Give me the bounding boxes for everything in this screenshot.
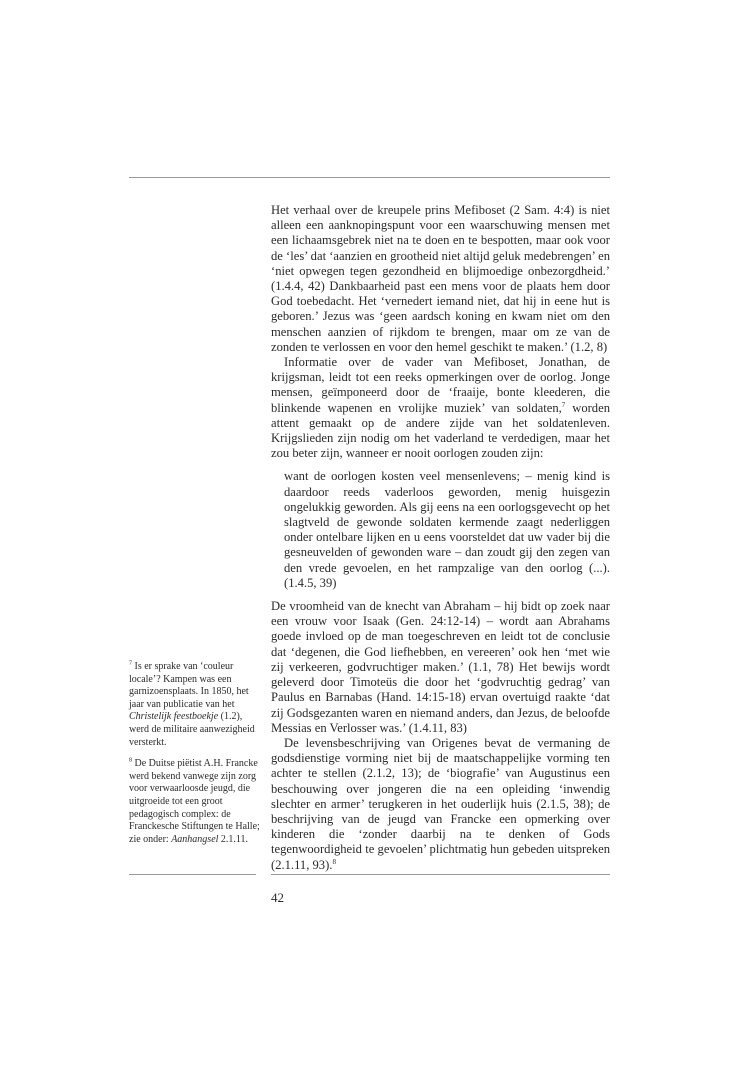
paragraph-1: Het verhaal over de kreupele prins Mefiboset (2 Sam. 4:4) is niet alleen een aanknopingspunt voor een waarschuwing mensen met een lichaamsgebrek niet na te doen en te bespotten, maar ook voor de ‘les’ dat ‘aanzien en grootheid niet altijd geluk medebrengen’ en ‘niet opwegen tegen gezondheid en blijmoedige onbezorgdheid.’ (1.4.4, 42) Dankbaarheid past een mens voor de plaats hem door God toebedacht. Het ‘vernedert iemand niet, dat hij in eene hut is geboren.’ Jezus was ‘geen aardsch koning en kwam niet om den menschen aanzien of rijkdom te brengen, maar om ze van de zonden te verlossen en voor den hemel geschikt te maken.’ (1.2, 8) xyxy=(271,203,610,354)
footnote-text: 2.1.11. xyxy=(218,833,249,845)
footnote-8 xyxy=(129,758,261,846)
footnote-number: 8 xyxy=(129,757,132,764)
page-number: 42 xyxy=(271,890,284,905)
footnote-text: Is er sprake van ‘couleur locale’? Kampen was een garnizoensplaats. In 1850, het jaar van publicatie van het xyxy=(129,661,249,710)
paragraph-2 xyxy=(271,355,610,461)
footnote-7 xyxy=(129,661,261,749)
main-text xyxy=(271,203,610,873)
block-quote-text: want de oorlogen kosten veel mensenlevens; – menig kind is daardoor reeds vaderloos geworden, menig huisgezin ongelukkig geworden. Als gij eens na een oorlogsgevecht op het slagtveld de gewonde soldaten kermende zaagt nederliggen onder ontelbare lijken en u eens voorsteldet dat uw vader bij die gesneuvelden of gewonden ware – dan zoudt gij den zegen van den vrede gevoelen, en het rampzalige van den oorlog (...). (1.4.5, 39) xyxy=(284,469,610,590)
footnote-text: (1.2), werd de militaire aanwezigheid versterkt. xyxy=(129,711,255,748)
bottom-rule-left xyxy=(129,874,256,875)
paragraph-4-text: De levensbeschrijving van Origenes bevat de vermaning de godsdienstige vorming niet bij de maatschappelijke vorming ten achter te stellen (2.1.2, 13); de ‘biografie’ van Augustinus een beschouwing over jongeren die na een opleiding ‘inwendig slechter en armer’ terugkeren in het ouderlijk huis (2.1.5, 38); de beschrijving van de jeugd van Francke een opmerking over kinderen die ‘zonder daarbij na te denken of Gods tegenwoordigheid te gevoelen’ plichtmatig hun gebeden uitspreken (2.1.11, 93). xyxy=(271,735,610,872)
paragraph-2-text-b: worden attent gemaakt op de andere zijde van het soldatenleven. Krijgslieden zijn nodig om het vaderland te verdedigen, maar het zou beter zijn, wanneer er nooit oorlogen zouden zijn: xyxy=(271,400,610,461)
top-rule xyxy=(129,177,610,178)
footnote-ref-8[interactable]: 8 xyxy=(332,857,336,866)
footnotes xyxy=(129,661,261,855)
footnote-ref-7[interactable]: 7 xyxy=(561,400,566,409)
footnote-text: De Duitse piëtist A.H. Francke werd bekend vanwege zijn zorg voor verwaarloosde jeugd, die uitgroeide tot een groot pedagogisch complex: de Franckesche Stiftungen te Halle; zie onder: xyxy=(129,758,260,845)
footnote-number: 7 xyxy=(129,660,132,667)
paragraph-2-text-a: Informatie over de vader van Mefiboset, Jonathan, de krijgsman, leidt tot een reeks opmerkingen over de oorlog. Jonge mensen, geïmponeerd door de ‘fraaije, bonte kleederen, die blinkende wapenen en vrolijke muziek’ van soldaten, xyxy=(271,355,610,415)
paragraph-3: De vroomheid van de knecht van Abraham – hij bidt op zoek naar een vrouw voor Isaak (Gen. 24:12-14) – wordt aan Abrahams goede invloed op de man toegeschreven en leidt tot de conclusie dat ‘degenen, die God liefhebben, en vereeren’ ook hen ‘met wie zij verkeeren, godvruchtiger maken.’ (1.1, 78) Het bewijs wordt geleverd door Timoteüs die door het ‘godvruchtig gedrag’ van Paulus en Barnabas (Hand. 14:15-18) ervan overtuigd raakte ‘dat zij Godsgezanten waren en niemand anders, dan Jezus, de beloofde Messias en Verlosser was.’ (1.4.11, 83) xyxy=(271,599,610,735)
bottom-rule-right xyxy=(271,874,610,875)
paragraph-4 xyxy=(271,736,610,873)
footnote-title: Christelijk feestboekje xyxy=(129,711,219,723)
block-quote xyxy=(284,469,610,591)
footnote-title: Aanhangsel xyxy=(171,833,219,845)
